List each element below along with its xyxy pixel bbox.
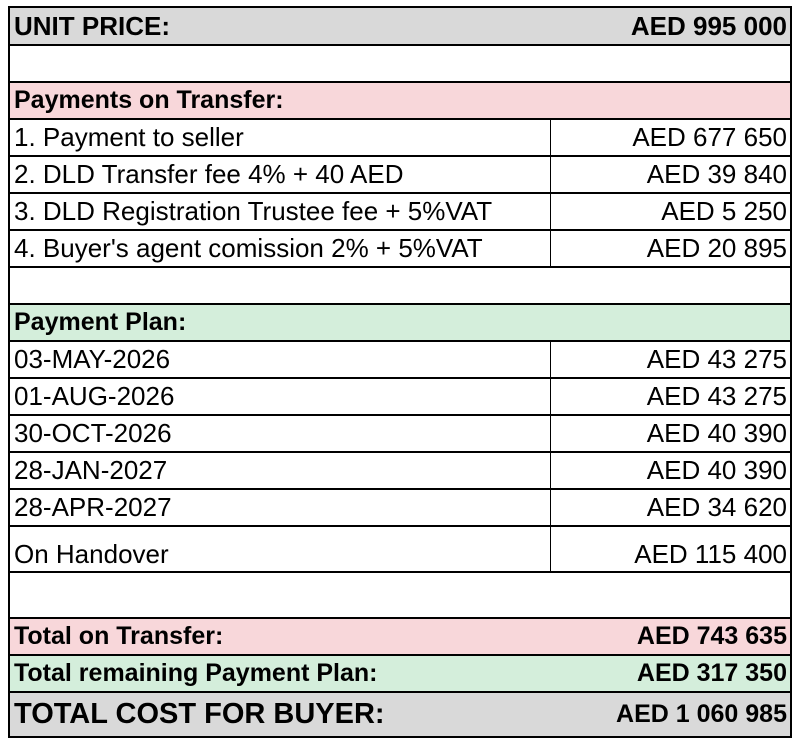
spacer-row	[8, 571, 792, 617]
unit-price-row	[8, 6, 792, 44]
plan-item-label: 28-JAN-2027	[10, 453, 551, 488]
spacer-row	[8, 266, 792, 303]
transfer-row	[8, 155, 792, 192]
transfer-item-label: 4. Buyer's agent comission 2% + 5%VAT	[10, 231, 551, 266]
total-buyer-value: AED 1 060 985	[616, 700, 787, 728]
transfer-heading-row	[8, 81, 792, 118]
transfer-item-value: AED 20 895	[646, 233, 787, 263]
plan-item-value: AED 43 275	[646, 344, 787, 374]
plan-item-value: AED 34 620	[646, 492, 787, 522]
plan-item-value: AED 115 400	[634, 538, 787, 569]
plan-item-label: 28-APR-2027	[10, 490, 551, 525]
plan-row	[8, 451, 792, 488]
total-transfer-row	[8, 617, 792, 654]
transfer-item-value: AED 5 250	[661, 196, 787, 226]
plan-item-label: 03-MAY-2026	[10, 342, 551, 377]
plan-item-value: AED 40 390	[646, 455, 787, 485]
transfer-item-label: 1. Payment to seller	[10, 120, 551, 155]
total-remaining-label: Total remaining Payment Plan:	[14, 659, 378, 687]
plan-item-value: AED 43 275	[646, 381, 787, 411]
total-remaining-value: AED 317 350	[636, 659, 787, 687]
spacer-row	[8, 44, 792, 81]
total-buyer-label: TOTAL COST FOR BUYER:	[14, 698, 385, 730]
transfer-item-label: 3. DLD Registration Trustee fee + 5%VAT	[10, 194, 551, 229]
plan-row	[8, 377, 792, 414]
transfer-row	[8, 229, 792, 266]
plan-row	[8, 525, 792, 571]
transfer-row	[8, 192, 792, 229]
unit-price-value: AED 995 000	[630, 10, 787, 41]
plan-item-label: 30-OCT-2026	[10, 416, 551, 451]
transfer-row	[8, 118, 792, 155]
plan-row	[8, 340, 792, 377]
total-buyer-row	[8, 691, 792, 738]
total-transfer-label: Total on Transfer:	[14, 622, 224, 650]
transfer-heading: Payments on Transfer:	[14, 86, 284, 114]
plan-row	[8, 488, 792, 525]
transfer-item-value: AED 677 650	[632, 122, 787, 152]
plan-row	[8, 414, 792, 451]
plan-item-value: AED 40 390	[646, 418, 787, 448]
plan-heading-row	[8, 303, 792, 340]
transfer-item-value: AED 39 840	[646, 159, 787, 189]
transfer-item-label: 2. DLD Transfer fee 4% + 40 AED	[10, 157, 551, 192]
unit-price-label: UNIT PRICE:	[14, 10, 170, 41]
plan-item-label: 01-AUG-2026	[10, 379, 551, 414]
plan-heading: Payment Plan:	[14, 308, 187, 336]
total-transfer-value: AED 743 635	[636, 622, 787, 650]
total-remaining-row	[8, 654, 792, 691]
plan-item-label: On Handover	[10, 527, 551, 571]
